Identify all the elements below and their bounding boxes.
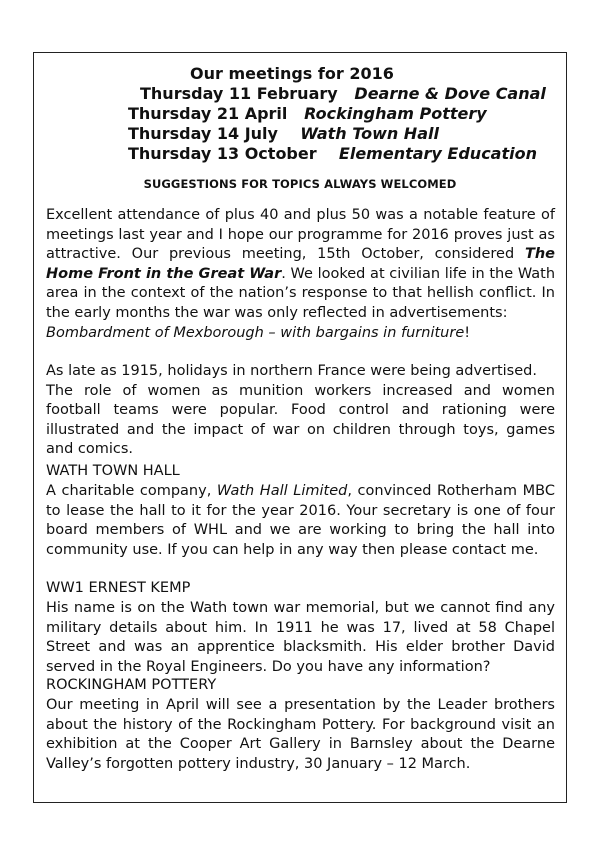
meeting-date: Thursday 11 February — [140, 84, 338, 103]
pottery-paragraph: Our meeting in April will see a presentation by the Leader brothers about the history of the Rockingham Pottery. For background visit an exhibition at the Cooper Art Gallery in Barnsley about the Dearne Valley’s forgotten pottery industry, 30 January – 12 March. — [46, 697, 555, 772]
wath-paragraph — [46, 482, 555, 560]
quote-end: ! — [464, 324, 471, 341]
meetings-title: Our meetings for 2016 — [190, 64, 394, 83]
meeting-title-highlight: The Home Front in the Great War — [46, 246, 555, 282]
meeting-topic: Wath Town Hall — [300, 124, 439, 143]
kemp-paragraph: His name is on the Wath town war memorial, but we cannot find any military details about him. In 1911 he was 17, lived at 58 Chapel Street and was an apprentice blacksmith. His elder brother David served in the Royal Engineers. Do you have any information? — [46, 600, 555, 675]
meeting-row — [128, 144, 537, 163]
intro-paragraph — [46, 206, 555, 343]
wath-heading: WATH TOWN HALL — [46, 463, 180, 479]
second-paragraph — [46, 362, 555, 460]
meeting-topic: Rockingham Pottery — [304, 104, 487, 123]
meeting-row — [128, 104, 487, 123]
meeting-row — [140, 84, 546, 103]
meeting-date: Thursday 21 April — [128, 104, 288, 123]
meeting-row — [128, 124, 439, 143]
company-name: Wath Hall Limited — [216, 483, 348, 499]
advert-quote: Bombardment of Mexborough – with bargains in furniture — [46, 324, 465, 341]
meeting-date: Thursday 13 October — [128, 144, 317, 163]
wath-text: , convinced Rotherham MBC to lease the hall to it for the year 2016. Your secretary is one of four board members of WHL and we are working to bring the hall into community use. If you can help in any way then please contact me. — [46, 483, 555, 558]
kemp-heading: WW1 ERNEST KEMP — [46, 580, 191, 596]
meeting-topic: Dearne & Dove Canal — [354, 84, 546, 103]
second-paragraph-text: The role of women as munition workers increased and women football teams were popular. Food control and rationing were illustrated and the impact of war on children through toys, games and comics. — [46, 382, 555, 458]
wath-text: A charitable company, — [46, 483, 217, 499]
intro-text: Excellent attendance of plus 40 and plus 50 was a notable feature of meetings last year and I hope our programme for 2016 proves just as attractive. Our previous meeting, 15th October, considered — [46, 207, 555, 263]
intro-text: . We looked at civilian life in the Wath area in the context of the nation’s response to that hellish conflict. In the early months the war was only reflected in advertisements: — [46, 265, 556, 321]
suggestions-notice: SUGGESTIONS FOR TOPICS ALWAYS WELCOMED — [143, 177, 457, 191]
pottery-heading: ROCKINGHAM POTTERY — [46, 677, 217, 693]
second-paragraph-first-line: As late as 1915, holidays in northern France were being advertised. — [46, 363, 537, 379]
meeting-topic: Elementary Education — [338, 144, 537, 163]
meeting-date: Thursday 14 July — [128, 124, 278, 143]
